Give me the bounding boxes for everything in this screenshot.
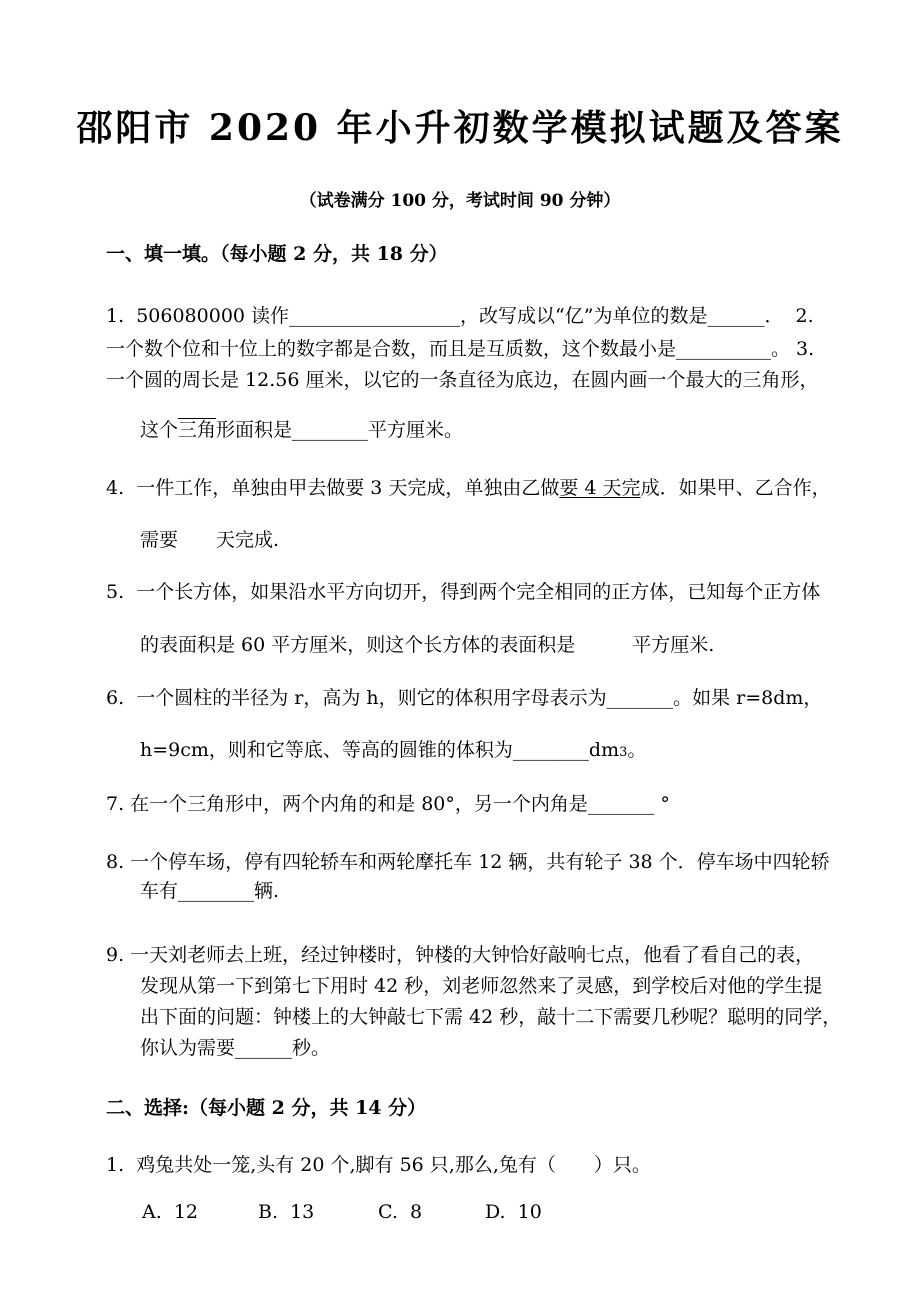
option-d: D. 10 (485, 1201, 542, 1223)
question-8-line-2: 车有________辆. (140, 880, 280, 902)
question-4-line-1 (106, 477, 831, 500)
choice-question-1-line: 1. 鸡兔共处一笼,头有 20 个,脚有 56 只,那么,兔有（ ）只。 (106, 1154, 651, 1176)
section2-heading: 二、选择:（每小题 2 分，共 14 分） (106, 1097, 427, 1119)
question-4-line-1-post: 成．如果甲、乙合作， (640, 477, 831, 499)
question-2-line: 一个数个位和十位上的数字都是合数，而且是互质数，这个数最小是__________。 3. (106, 338, 815, 360)
question-6-line-2 (140, 739, 646, 764)
question-5-line-1: 5. 一个长方体，如果沿水平方向切开，得到两个完全相同的正方体，已知每个正方体 (106, 581, 821, 603)
dm3-exponent: 3 (619, 745, 628, 760)
question-5-line-2: 的表面积是 60 平方厘米，则这个长方体的表面积是 平方厘米. (140, 634, 715, 656)
option-a: A. 12 (142, 1201, 199, 1223)
question-6-line-2-post: 。 (627, 739, 647, 761)
section1-heading: 一、填一填。（每小题 2 分，共 18 分） (106, 243, 448, 265)
question-4-line-1-pre: 4. 一件工作，单独由甲去做要 3 天完成，单独由乙做 (106, 477, 560, 499)
question-6-line-2-pre: h=9cm，则和它等底、等高的圆锥的体积为________dm (140, 739, 620, 761)
page-title: 邵阳市 2020 年小升初数学模拟试题及答案 (76, 107, 844, 149)
question-8-line-1: 8. 一个停车场，停有四轮轿车和两轮摩托车 12 辆，共有轮子 38 个．停车场中四轮轿 (106, 851, 830, 873)
question-1-line-1: 1. 506080000 读作__________________，改写成以“亿”为单位的数是______． 2. (106, 305, 814, 327)
overline-text: 三角 (178, 419, 217, 441)
question-7-line: 7. 在一个三角形中，两个内角的和是 80°，另一个内角是_______ ° (106, 793, 670, 815)
question-3-line-2-pre: 这个 (140, 419, 179, 441)
question-3-line-2 (140, 419, 463, 442)
question-3-line-2-post: 形面积是________平方厘米。 (216, 419, 464, 441)
question-4-line-2: 需要 天完成. (140, 529, 280, 551)
question-9-line-4: 你认为需要______秒。 (140, 1037, 331, 1059)
choice-question-1-options (0, 1201, 920, 1302)
option-c: C. 8 (378, 1201, 423, 1223)
underlined-text: 要 4 天完 (559, 477, 641, 499)
question-9-line-2: 发现从第一下到第七下用时 42 秒，刘老师忽然来了灵感，到学校后对他的学生提 (140, 975, 823, 997)
option-b: B. 13 (258, 1201, 315, 1223)
question-9-line-1: 9. 一天刘老师去上班，经过钟楼时，钟楼的大钟恰好敲响七点，他看了看自己的表， (106, 944, 815, 966)
question-6-line-1: 6. 一个圆柱的半径为 r，高为 h，则它的体积用字母表示为_______。如果 r=8dm， (106, 687, 823, 709)
question-9-line-3: 出下面的问题：钟楼上的大钟敲七下需 42 秒，敲十二下需要几秒呢？聪明的同学， (140, 1006, 842, 1028)
question-3-line-1: 一个圆的周长是 12.56 厘米，以它的一条直径为底边，在圆内画一个最大的三角形， (106, 369, 819, 391)
page-subtitle: （试卷满分 100 分，考试时间 90 分钟） (299, 191, 621, 211)
